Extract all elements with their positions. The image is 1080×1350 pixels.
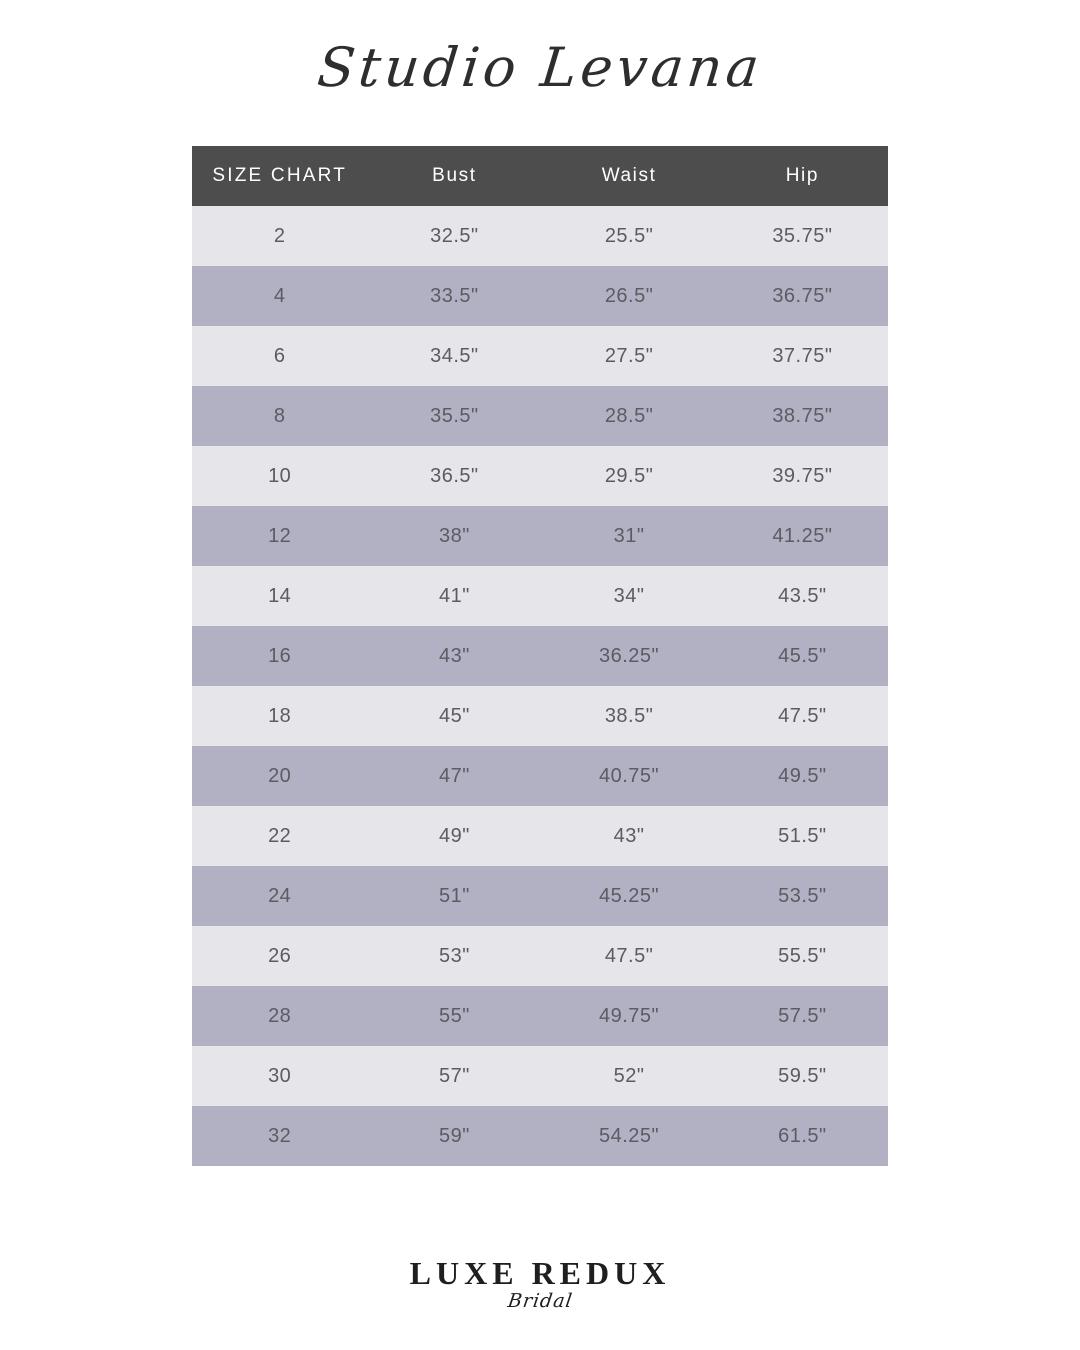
- cell-waist: 54.25": [541, 1106, 716, 1166]
- table-row: [192, 686, 888, 746]
- cell-bust: 47": [367, 746, 541, 806]
- table-row: [192, 386, 888, 446]
- cell-hip: 35.75": [717, 206, 888, 266]
- cell-hip: 47.5": [717, 686, 888, 746]
- cell-size: 32: [192, 1106, 367, 1166]
- cell-bust: 57": [367, 1046, 541, 1106]
- cell-bust: 49": [367, 806, 541, 866]
- cell-bust: 33.5": [367, 266, 541, 326]
- cell-waist: 34": [541, 566, 716, 626]
- table-row: [192, 326, 888, 386]
- cell-size: 8: [192, 386, 367, 446]
- cell-hip: 59.5": [717, 1046, 888, 1106]
- table-row: [192, 446, 888, 506]
- column-header-hip: Hip: [717, 146, 888, 206]
- cell-hip: 51.5": [717, 806, 888, 866]
- brand-name: Studio Levana: [314, 35, 766, 99]
- cell-waist: 27.5": [541, 326, 716, 386]
- cell-bust: 32.5": [367, 206, 541, 266]
- cell-bust: 51": [367, 866, 541, 926]
- cell-waist: 26.5": [541, 266, 716, 326]
- table-row: [192, 1046, 888, 1106]
- cell-hip: 38.75": [717, 386, 888, 446]
- cell-waist: 47.5": [541, 926, 716, 986]
- column-header-size: SIZE CHART: [192, 146, 367, 206]
- table-row: [192, 566, 888, 626]
- table-row: [192, 806, 888, 866]
- cell-size: 2: [192, 206, 367, 266]
- table-row: [192, 506, 888, 566]
- table-header: [192, 146, 888, 206]
- cell-hip: 49.5": [717, 746, 888, 806]
- cell-waist: 45.25": [541, 866, 716, 926]
- cell-waist: 38.5": [541, 686, 716, 746]
- cell-waist: 36.25": [541, 626, 716, 686]
- cell-hip: 57.5": [717, 986, 888, 1046]
- cell-hip: 41.25": [717, 506, 888, 566]
- cell-hip: 39.75": [717, 446, 888, 506]
- size-chart-table: [192, 146, 888, 1166]
- cell-hip: 45.5": [717, 626, 888, 686]
- table-row: [192, 926, 888, 986]
- table-row: [192, 986, 888, 1046]
- table-row: [192, 746, 888, 806]
- cell-waist: 29.5": [541, 446, 716, 506]
- table-row: [192, 206, 888, 266]
- cell-size: 6: [192, 326, 367, 386]
- cell-bust: 55": [367, 986, 541, 1046]
- column-header-waist: Waist: [541, 146, 716, 206]
- table-body: [192, 206, 888, 1166]
- cell-size: 10: [192, 446, 367, 506]
- cell-waist: 43": [541, 806, 716, 866]
- cell-hip: 53.5": [717, 866, 888, 926]
- cell-waist: 25.5": [541, 206, 716, 266]
- cell-bust: 36.5": [367, 446, 541, 506]
- cell-waist: 31": [541, 506, 716, 566]
- cell-waist: 49.75": [541, 986, 716, 1046]
- cell-size: 4: [192, 266, 367, 326]
- cell-hip: 43.5": [717, 566, 888, 626]
- cell-hip: 61.5": [717, 1106, 888, 1166]
- header-row: [192, 146, 888, 206]
- cell-bust: 41": [367, 566, 541, 626]
- cell-bust: 34.5": [367, 326, 541, 386]
- cell-size: 18: [192, 686, 367, 746]
- brand-header: [0, 18, 1080, 116]
- cell-hip: 55.5": [717, 926, 888, 986]
- cell-bust: 38": [367, 506, 541, 566]
- cell-waist: 52": [541, 1046, 716, 1106]
- cell-size: 30: [192, 1046, 367, 1106]
- cell-size: 12: [192, 506, 367, 566]
- table-row: [192, 866, 888, 926]
- cell-size: 20: [192, 746, 367, 806]
- table-row: [192, 266, 888, 326]
- cell-waist: 28.5": [541, 386, 716, 446]
- cell-size: 24: [192, 866, 367, 926]
- column-header-bust: Bust: [367, 146, 541, 206]
- cell-bust: 35.5": [367, 386, 541, 446]
- cell-size: 14: [192, 566, 367, 626]
- cell-size: 16: [192, 626, 367, 686]
- cell-size: 22: [192, 806, 367, 866]
- footer-logo-main: LUXE REDUX: [409, 1255, 671, 1291]
- cell-size: 26: [192, 926, 367, 986]
- cell-bust: 59": [367, 1106, 541, 1166]
- cell-bust: 53": [367, 926, 541, 986]
- footer-logo: [0, 1255, 1080, 1312]
- table-row: [192, 626, 888, 686]
- size-chart-container: [192, 146, 888, 1166]
- cell-size: 28: [192, 986, 367, 1046]
- table-row: [192, 1106, 888, 1166]
- footer-logo-sub: Bridal: [506, 1290, 574, 1312]
- cell-waist: 40.75": [541, 746, 716, 806]
- cell-hip: 36.75": [717, 266, 888, 326]
- cell-bust: 45": [367, 686, 541, 746]
- cell-bust: 43": [367, 626, 541, 686]
- cell-hip: 37.75": [717, 326, 888, 386]
